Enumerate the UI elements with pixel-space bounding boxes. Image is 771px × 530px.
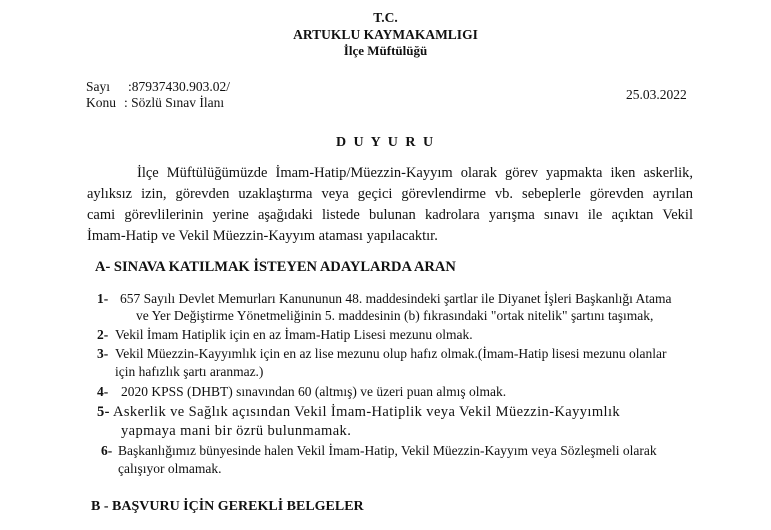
item-1-line-2: ve Yer Değiştirme Yönetmeliğinin 5. maddesinin (b) fıkrasındaki "ortak nitelik" şartını taşımak, [136, 308, 654, 323]
item-1-line-1: 657 Sayılı Devlet Memurları Kanununun 48. maddesindeki şartlar ile Diyanet İşleri Başkanlığı Atama [120, 291, 672, 306]
item-4-number: 4- [97, 384, 109, 399]
section-b-title: B - BAŞVURU İÇİN GEREKLİ BELGELER [91, 499, 364, 514]
item-6-number: 6- [101, 443, 113, 458]
item-3-number: 3- [97, 346, 109, 361]
sayi-label: Sayı [86, 79, 111, 94]
item-6-line-1: Başkanlığımız bünyesinde halen Vekil İmam-Hatip, Vekil Müezzin-Kayyım veya Sözleşmeli olarak [118, 443, 657, 458]
item-6-line-2: çalışıyor olmamak. [118, 461, 222, 476]
document-date: 25.03.2022 [626, 87, 687, 102]
item-5-number: 5- [97, 404, 110, 420]
item-5-line-1: Askerlik ve Sağlık açısından Vekil İmam-Hatiplik veya Vekil Müezzin-Kayyımlık [113, 404, 621, 420]
konu-label: Konu [86, 95, 116, 110]
sayi-value: :87937430.903.02/ [128, 79, 231, 94]
item-5-line-2: yapmaya mani bir özrü bulunmamak. [121, 423, 352, 439]
header-office: İlçe Müftülüğü [343, 43, 428, 58]
item-1-number: 1- [97, 291, 109, 306]
intro-line-1: İlçe Müftülüğümüzde İmam-Hatip/Müezzin-Kayyım olarak görev yapmakta iken askerlik, [137, 165, 693, 181]
konu-value: : Sözlü Sınav İlanı [124, 95, 225, 110]
intro-line-4: İmam-Hatip ve Vekil Müezzin-Kayyım ataması yapılacaktır. [87, 228, 438, 244]
document-title: D U Y U R U [335, 135, 436, 150]
intro-line-3: cami görevlilerinin yerine aşağıdaki listede bulunan kadrolara yarışma sınavı ile açıktan Vekil [87, 207, 693, 223]
header-tc: T.C. [373, 10, 398, 25]
item-2-number: 2- [97, 327, 109, 342]
intro-line-2: aylıksız izin, görevden uzaklaştırma veya geçici görevlendirme vb. sebeplerle görevden ayrılan [87, 186, 693, 202]
item-2-line-1: Vekil İmam Hatiplik için en az İmam-Hatip Lisesi mezunu olmak. [115, 327, 473, 342]
header-institution: ARTUKLU KAYMAKAMLIGI [293, 27, 478, 42]
item-3-line-2: için hafızlık şartı aranmaz.) [115, 364, 264, 379]
item-3-line-1: Vekil Müezzin-Kayyımlık için en az lise mezunu olup hafız olmak.(İmam-Hatip lisesi mezunu olanlar [115, 346, 667, 361]
section-a-title: A- SINAVA KATILMAK İSTEYEN ADAYLARDA ARAN [95, 259, 456, 275]
item-4-line-1: 2020 KPSS (DHBT) sınavından 60 (altmış) ve üzeri puan almış olmak. [121, 384, 507, 399]
